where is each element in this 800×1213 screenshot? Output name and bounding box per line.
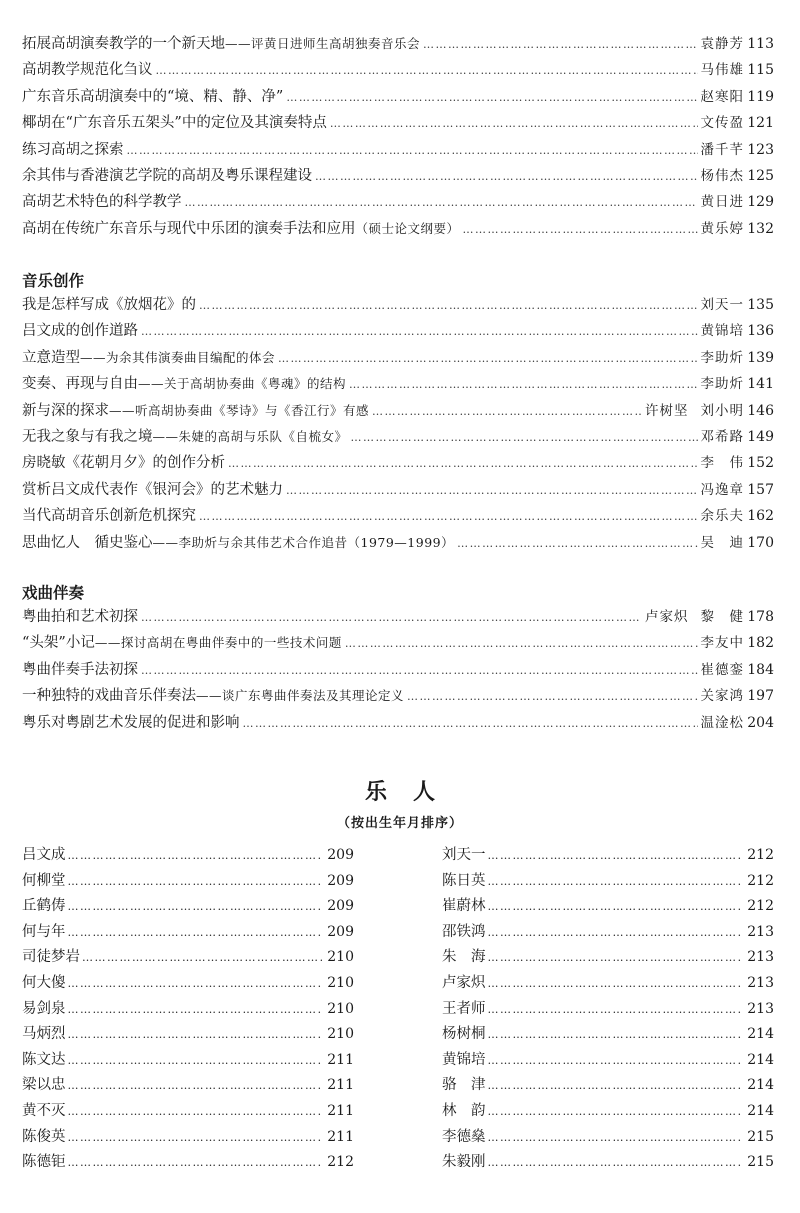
entry-coauthor: 卢家炽 [645, 609, 689, 625]
person-page-number: 210 [327, 1000, 354, 1017]
toc-entry [22, 84, 774, 110]
toc-entry [22, 530, 774, 556]
person-entry [442, 1048, 774, 1074]
entry-author: 李友中 [700, 635, 744, 652]
entry-page-number: 121 [747, 115, 774, 132]
leader-dots [488, 997, 743, 1023]
person-name: 吕文成 [22, 847, 66, 863]
leader-dots [68, 1073, 323, 1099]
entry-subtitle: ——听高胡协奏曲《琴诗》与《香江行》有感 [109, 402, 370, 418]
toc-entry [22, 110, 774, 136]
person-entry [442, 1150, 774, 1176]
entry-main-title: “头架”小记 [22, 635, 95, 652]
toc-entry [22, 657, 774, 683]
leader-dots [488, 1125, 743, 1151]
toc-entry [22, 450, 774, 476]
entry-author: 邓希路 [700, 428, 744, 445]
leader-dots [141, 658, 698, 684]
entry-main-title: 赏析吕文成代表作《银河会》的艺术魅力 [22, 481, 283, 498]
entry-main-title: 思曲忆人 循史鉴心 [22, 534, 153, 551]
entry-main-title: 我是怎样写成《放烟花》的 [22, 297, 196, 313]
entry-main-title: 变奏、再现与自由 [22, 376, 138, 393]
entry-title [22, 657, 138, 683]
entry-author: 李 伟 [700, 455, 744, 472]
section-heading-music: 音乐创作 [22, 272, 85, 290]
entry-page-number: 170 [747, 534, 774, 551]
person-page-number: 212 [327, 1154, 354, 1171]
leader-dots [68, 894, 323, 920]
leader-dots [68, 971, 323, 997]
leader-dots [185, 190, 698, 216]
toc-entry [22, 292, 774, 318]
leader-dots [228, 451, 698, 477]
entry-page-number: 113 [747, 36, 774, 52]
leader-dots [199, 293, 698, 319]
person-name: 陈日英 [442, 872, 486, 889]
person-name: 黄锦培 [442, 1051, 486, 1068]
toc-entry [22, 31, 774, 57]
entry-author: 温淦松 [700, 714, 744, 731]
entry-author: 杨伟杰 [700, 167, 744, 184]
entry-page-number: 146 [747, 402, 774, 419]
toc-entry [22, 137, 774, 163]
entry-page-number: 136 [747, 323, 774, 340]
person-entry [442, 997, 774, 1023]
entry-main-title: 无我之象与有我之境 [22, 428, 153, 445]
entry-page-number: 149 [747, 428, 774, 445]
leader-dots [127, 138, 698, 164]
toc-entry [22, 503, 774, 529]
leader-dots [68, 1150, 323, 1176]
leader-dots [488, 1150, 743, 1176]
toc-entry [22, 318, 774, 344]
entry-author: 黄锦培 [700, 323, 744, 340]
entry-title [22, 216, 460, 242]
entry-main-title: 练习高胡之探索 [22, 141, 124, 158]
person-entry [442, 971, 774, 997]
entry-page-number: 129 [747, 194, 774, 211]
person-name: 司徒梦岩 [22, 949, 80, 966]
toc-entry [22, 424, 774, 450]
person-name: 杨树桐 [442, 1026, 486, 1043]
entry-title [22, 630, 342, 656]
toc-entry [22, 345, 774, 371]
leader-dots [68, 843, 323, 869]
leader-dots [351, 425, 698, 451]
entry-title [22, 503, 196, 529]
toc-entry [22, 57, 774, 83]
entry-page-number: 123 [747, 141, 774, 158]
entry-subtitle: ——关于高胡协奏曲《粤魂》的结构 [138, 376, 347, 392]
leader-dots [68, 1048, 323, 1074]
leader-dots [457, 531, 697, 557]
leader-dots [488, 1073, 743, 1099]
entry-title [22, 530, 454, 556]
person-entry [22, 1099, 354, 1125]
toc-entry [22, 216, 774, 242]
person-name: 王者师 [442, 1000, 486, 1017]
entry-title [22, 604, 138, 630]
entry-page-number: 125 [747, 167, 774, 184]
person-page-number: 209 [327, 847, 354, 863]
entry-main-title: 当代高胡音乐创新危机探究 [22, 508, 196, 525]
person-page-number: 214 [747, 1051, 774, 1068]
person-name: 李德燊 [442, 1128, 486, 1145]
entry-author: 冯逸章 [700, 481, 744, 498]
person-page-number: 209 [327, 923, 354, 940]
entry-coauthor: 许树坚 [645, 402, 689, 419]
person-name: 林 韵 [442, 1102, 486, 1119]
toc-entry [22, 683, 774, 709]
leader-dots [286, 478, 698, 504]
entry-author: 李助炘 [700, 349, 744, 366]
person-entry [442, 869, 774, 895]
leader-dots [330, 111, 698, 137]
toc-entry [22, 371, 774, 397]
entry-page-number: 115 [747, 62, 774, 79]
entry-subtitle: ——探讨高胡在粤曲伴奏中的一些技术问题 [94, 635, 342, 651]
entry-author: 赵寒阳 [700, 88, 744, 105]
person-name: 黄不灭 [22, 1102, 66, 1119]
entry-title [22, 137, 124, 163]
leader-dots [372, 399, 642, 425]
person-entry [442, 894, 774, 920]
person-page-number: 211 [327, 1051, 354, 1068]
entry-page-number: 178 [747, 609, 774, 625]
entry-subtitle: ——谈广东粤曲伴奏法及其理论定义 [196, 688, 405, 704]
entry-main-title: 高胡在传统广东音乐与现代中乐团的演奏手法和应用 [22, 220, 356, 237]
leader-dots [488, 843, 743, 869]
leader-dots [82, 945, 322, 971]
entry-page-number: 152 [747, 455, 774, 472]
entry-title [22, 683, 404, 709]
person-entry [22, 920, 354, 946]
entry-main-title: 吕文成的创作道路 [22, 323, 138, 340]
person-page-number: 210 [327, 1026, 354, 1043]
person-name: 陈俊英 [22, 1128, 66, 1145]
person-entry [22, 1125, 354, 1151]
person-name: 邵铁鸿 [442, 923, 486, 940]
person-name: 梁以忠 [22, 1077, 66, 1094]
entry-page-number: 197 [747, 688, 774, 705]
person-page-number: 210 [327, 949, 354, 966]
person-page-number: 211 [327, 1128, 354, 1145]
entry-page-number: 141 [747, 376, 774, 393]
entry-main-title: 粤曲拍和艺术初探 [22, 609, 138, 625]
person-page-number: 211 [327, 1102, 354, 1119]
person-entry [442, 843, 774, 869]
entry-title [22, 84, 283, 110]
leader-dots [349, 372, 697, 398]
person-page-number: 215 [747, 1128, 774, 1145]
leader-dots [345, 631, 698, 657]
entry-main-title: 椰胡在“广东音乐五架头”中的定位及其演奏特点 [22, 115, 327, 132]
leader-dots [488, 1022, 743, 1048]
entry-main-title: 房晓敏《花朝月夕》的创作分析 [22, 455, 225, 472]
toc-entry [22, 477, 774, 503]
person-name: 何柳堂 [22, 872, 66, 889]
entry-title [22, 57, 153, 83]
person-entry [22, 997, 354, 1023]
entry-subtitle: ——朱婕的高胡与乐队《自梳女》 [152, 428, 348, 444]
entry-title [22, 398, 369, 424]
person-entry [442, 1099, 774, 1125]
entry-title [22, 710, 240, 736]
entry-title [22, 371, 346, 397]
person-page-number: 209 [327, 872, 354, 889]
leader-dots [141, 605, 642, 631]
leader-dots [286, 85, 697, 111]
entry-subtitle: （硕士论文纲要） [355, 220, 460, 236]
leader-dots [68, 1099, 323, 1125]
person-entry [22, 1048, 354, 1074]
leader-dots [68, 920, 323, 946]
entry-author: 刘天一 [700, 297, 744, 313]
person-page-number: 209 [327, 898, 354, 915]
person-name: 朱 海 [442, 949, 486, 966]
entry-title [22, 450, 225, 476]
entry-title [22, 424, 348, 450]
entry-author: 文传盈 [700, 115, 744, 132]
leader-dots [243, 711, 698, 737]
person-entry [22, 843, 354, 869]
person-entry [442, 1073, 774, 1099]
entry-page-number: 119 [747, 88, 774, 105]
entry-author: 黎 健 [700, 609, 744, 625]
person-entry [442, 945, 774, 971]
entry-author: 袁静芳 [700, 36, 744, 52]
toc-top-list [22, 31, 774, 242]
entry-title [22, 110, 327, 136]
entry-page-number: 139 [747, 349, 774, 366]
toc-entry [22, 163, 774, 189]
entry-title [22, 345, 275, 371]
entry-subtitle: ——李助炘与余其伟艺术合作追昔（1979—1999） [152, 534, 455, 550]
leader-dots [488, 1048, 743, 1074]
entry-page-number: 182 [747, 635, 774, 652]
leader-dots [68, 1125, 323, 1151]
leader-dots [423, 32, 697, 58]
person-name: 陈文达 [22, 1051, 66, 1068]
entry-main-title: 粤乐对粤剧艺术发展的促进和影响 [22, 714, 240, 731]
people-list-right [442, 843, 774, 1176]
entry-author: 吴 迪 [700, 534, 744, 551]
person-name: 易剑泉 [22, 1000, 66, 1017]
person-page-number: 215 [747, 1154, 774, 1171]
toc-entry [22, 189, 774, 215]
person-page-number: 210 [327, 974, 354, 991]
people-section-subtitle: （按出生年月排序） [336, 816, 463, 831]
person-entry [22, 1073, 354, 1099]
entry-subtitle: ——为余其伟演奏曲目编配的体会 [80, 349, 276, 365]
toc-opera-list [22, 604, 774, 736]
person-entry [442, 1022, 774, 1048]
people-section-title: 乐人 [364, 779, 461, 805]
entry-author: 黄日进 [700, 194, 744, 211]
entry-author: 黄乐婷 [700, 220, 744, 237]
person-page-number: 212 [747, 898, 774, 915]
leader-dots [141, 319, 698, 345]
leader-dots [463, 217, 698, 243]
entry-main-title: 一种独特的戏曲音乐伴奏法 [22, 688, 196, 705]
entry-main-title: 广东音乐高胡演奏中的“境、精、静、净” [22, 88, 284, 105]
leader-dots [278, 346, 697, 372]
leader-dots [68, 869, 323, 895]
entry-page-number: 204 [747, 714, 774, 731]
person-entry [22, 945, 354, 971]
entry-main-title: 粤曲伴奏手法初探 [22, 661, 138, 678]
entry-author: 余乐夫 [700, 508, 744, 525]
person-page-number: 213 [747, 974, 774, 991]
entry-author: 李助炘 [700, 376, 744, 393]
leader-dots [488, 920, 743, 946]
person-name: 崔蔚林 [442, 898, 486, 915]
person-page-number: 214 [747, 1026, 774, 1043]
entry-main-title: 高胡艺术特色的科学教学 [22, 194, 182, 211]
person-name: 马炳烈 [22, 1026, 66, 1043]
person-name: 卢家炽 [442, 974, 486, 991]
person-page-number: 214 [747, 1102, 774, 1119]
entry-page-number: 132 [747, 220, 774, 237]
entry-subtitle: ——评黄日进师生高胡独奏音乐会 [225, 36, 421, 51]
leader-dots [407, 684, 697, 710]
leader-dots [488, 894, 743, 920]
people-list-left [22, 843, 354, 1176]
leader-dots [68, 997, 323, 1023]
leader-dots [315, 164, 698, 190]
entry-author: 马伟雄 [700, 62, 744, 79]
entry-author: 关家鸿 [700, 688, 744, 705]
person-page-number: 212 [747, 847, 774, 863]
entry-page-number: 157 [747, 481, 774, 498]
entry-main-title: 余其伟与香港演艺学院的高胡及粤乐课程建设 [22, 167, 312, 184]
person-entry [442, 1125, 774, 1151]
leader-dots [156, 58, 698, 84]
entry-title [22, 189, 182, 215]
person-entry [442, 920, 774, 946]
person-name: 何大傻 [22, 974, 66, 991]
leader-dots [68, 1022, 323, 1048]
entry-title [22, 318, 138, 344]
person-entry [22, 894, 354, 920]
section-heading-opera: 戏曲伴奏 [22, 584, 85, 602]
person-page-number: 214 [747, 1077, 774, 1094]
person-name: 陈德钜 [22, 1154, 66, 1171]
leader-dots [488, 945, 743, 971]
leader-dots [199, 504, 698, 530]
person-name: 刘天一 [442, 847, 486, 863]
person-entry [22, 1150, 354, 1176]
toc-entry [22, 398, 774, 424]
entry-main-title: 高胡教学规范化刍议 [22, 62, 153, 79]
toc-entry [22, 604, 774, 630]
entry-page-number: 184 [747, 661, 774, 678]
entry-title [22, 292, 196, 318]
leader-dots [488, 971, 743, 997]
entry-main-title: 拓展高胡演奏教学的一个新天地 [22, 36, 225, 52]
entry-title [22, 31, 420, 57]
entry-title [22, 477, 283, 503]
person-entry [22, 869, 354, 895]
entry-page-number: 162 [747, 508, 774, 525]
entry-main-title: 立意造型 [22, 349, 80, 366]
toc-music-list [22, 292, 774, 556]
entry-title [22, 163, 312, 189]
toc-entry [22, 710, 774, 736]
entry-main-title: 新与深的探求 [22, 402, 109, 419]
person-page-number: 213 [747, 1000, 774, 1017]
person-entry [22, 1022, 354, 1048]
person-page-number: 211 [327, 1077, 354, 1094]
person-entry [22, 971, 354, 997]
person-name: 朱毅刚 [442, 1154, 486, 1171]
entry-author: 潘千芊 [700, 141, 744, 158]
person-name: 骆 津 [442, 1077, 486, 1094]
person-name: 何与年 [22, 923, 66, 940]
entry-author: 刘小明 [700, 402, 744, 419]
person-page-number: 212 [747, 872, 774, 889]
leader-dots [488, 869, 743, 895]
person-page-number: 213 [747, 923, 774, 940]
leader-dots [488, 1099, 743, 1125]
person-name: 丘鹤俦 [22, 898, 66, 915]
person-page-number: 213 [747, 949, 774, 966]
toc-entry [22, 630, 774, 656]
entry-page-number: 135 [747, 297, 774, 313]
entry-author: 崔德銮 [700, 661, 744, 678]
